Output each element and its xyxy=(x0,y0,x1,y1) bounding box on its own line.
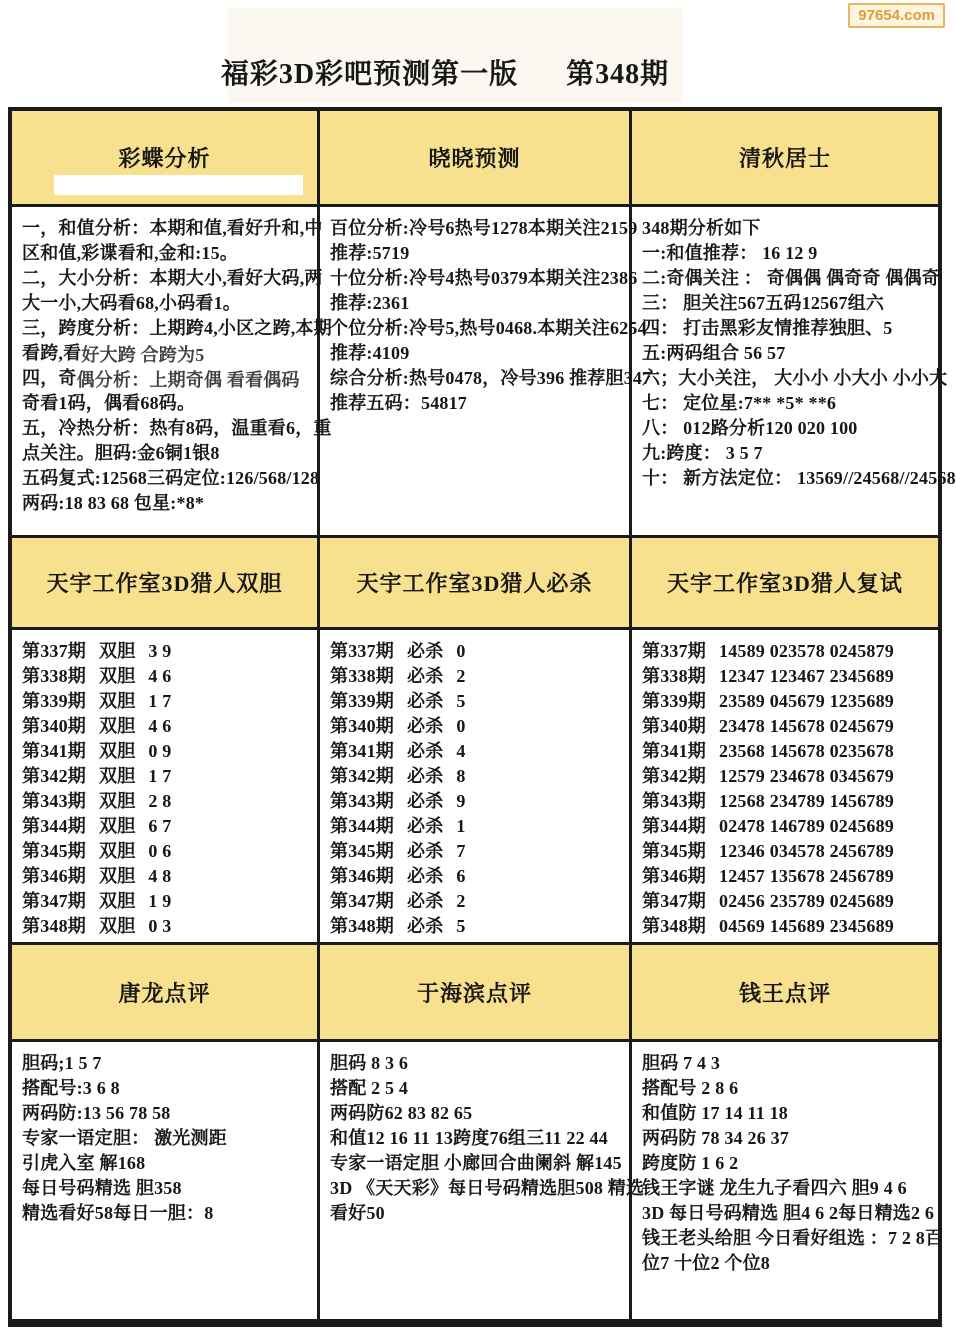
period-label: 第344期 xyxy=(642,816,706,836)
text-line xyxy=(22,739,311,764)
panel-content-qingqiu-jushi xyxy=(632,204,956,535)
text-line: 推荐五码：54817 xyxy=(330,393,467,413)
row-value: 4 xyxy=(456,741,466,761)
row-value: 5 xyxy=(456,691,466,711)
panel-content-yuhaibin-review xyxy=(320,1039,645,1319)
text-line xyxy=(642,839,932,864)
text-line xyxy=(642,689,932,714)
text-line xyxy=(642,739,932,764)
text-line xyxy=(22,366,311,391)
row-type-label: 必杀 xyxy=(407,691,444,711)
text-line xyxy=(330,764,623,789)
text-line: 百位分析:冷号6热号1278本期关注2159 xyxy=(330,218,638,238)
period-label: 第339期 xyxy=(330,691,394,711)
panel-title: 晓晓预测 xyxy=(428,146,521,171)
panel-title: 天宇工作室3D猎人必杀 xyxy=(356,571,593,596)
text-line: 九:跨度： 3 5 7 xyxy=(642,443,763,463)
row-type-label: 双胆 xyxy=(99,716,136,736)
panel-header-qingqiu-jushi xyxy=(632,111,938,204)
row-type-label: 必杀 xyxy=(407,916,444,936)
text-line xyxy=(642,664,932,689)
text-line: 区和值,彩谍看和,金和:15。 xyxy=(22,243,238,263)
text-line xyxy=(330,689,623,714)
panel-content-qianwang-review xyxy=(632,1039,944,1319)
row-type-label: 双胆 xyxy=(99,866,136,886)
erased-text: 偶分析：上期奇偶 看看偶码 xyxy=(76,370,300,390)
text-line xyxy=(22,864,311,889)
row-type-label: 必杀 xyxy=(407,891,444,911)
row-type-label: 双胆 xyxy=(99,641,136,661)
text-line: 五:两码组合 56 57 xyxy=(642,343,786,363)
text-line: 每日号码精选 胆358 xyxy=(22,1178,182,1198)
panel-content-tianyu-double-dan xyxy=(12,627,320,942)
row-value: 1 7 xyxy=(148,766,172,786)
row-value: 0 xyxy=(456,641,466,661)
text-line: 搭配号:3 6 8 xyxy=(22,1078,120,1098)
row-value: 12347 123467 2345689 xyxy=(719,666,894,686)
period-label: 第344期 xyxy=(22,816,86,836)
row-value: 23568 145678 0235678 xyxy=(719,741,894,761)
text-line xyxy=(22,814,311,839)
row-value: 02456 235789 0245689 xyxy=(719,891,894,911)
row-type-label: 双胆 xyxy=(99,741,136,761)
period-label: 第337期 xyxy=(642,641,706,661)
period-label: 第344期 xyxy=(330,816,394,836)
period-label: 第345期 xyxy=(330,841,394,861)
period-label: 第345期 xyxy=(642,841,706,861)
row-value: 14589 023578 0245879 xyxy=(719,641,894,661)
period-label: 第343期 xyxy=(330,791,394,811)
visible-text: 看跨,看 xyxy=(22,343,82,363)
row-value: 02478 146789 0245689 xyxy=(719,816,894,836)
text-line xyxy=(642,764,932,789)
row-value: 4 8 xyxy=(148,866,172,886)
text-line: 三： 胆关注567五码12567组六 xyxy=(642,293,885,313)
period-label: 第337期 xyxy=(22,641,86,661)
text-line xyxy=(330,814,623,839)
row-value: 23589 045679 1235689 xyxy=(719,691,894,711)
panel-content-tianyu-bisha xyxy=(320,627,632,942)
row-value: 4 6 xyxy=(148,666,172,686)
text-line: 八： 012路分析120 020 100 xyxy=(642,418,858,438)
text-line: 大一小,大码看68,小码看1。 xyxy=(22,293,241,313)
text-line xyxy=(642,714,932,739)
period-label: 第346期 xyxy=(642,866,706,886)
text-line: 七： 定位星:7** *5* **6 xyxy=(642,393,837,413)
text-line: 看好50 xyxy=(330,1203,385,1223)
text-line: 两码防62 83 82 65 xyxy=(330,1103,473,1123)
period-label: 第342期 xyxy=(22,766,86,786)
text-line: 两码防 78 34 26 37 xyxy=(642,1128,789,1148)
text-line: 348期分析如下 xyxy=(642,218,761,238)
row-type-label: 双胆 xyxy=(99,691,136,711)
row-value: 12568 234789 1456789 xyxy=(719,791,894,811)
panel-content-xiaoxiao-forecast xyxy=(320,204,652,535)
text-line xyxy=(642,864,932,889)
text-line: 点关注。胆码:金6铜1银8 xyxy=(22,443,220,463)
text-line: 六；大小关注， 大小小 小大小 小小大 xyxy=(642,368,948,388)
text-line xyxy=(22,689,311,714)
text-line: 搭配 2 5 4 xyxy=(330,1078,409,1098)
row-type-label: 必杀 xyxy=(407,791,444,811)
row-type-label: 双胆 xyxy=(99,891,136,911)
period-label: 第341期 xyxy=(330,741,394,761)
text-line: 专家一语定胆： 激光测距 xyxy=(22,1128,227,1148)
text-line xyxy=(330,639,623,664)
period-label: 第347期 xyxy=(22,891,86,911)
period-label: 第338期 xyxy=(330,666,394,686)
text-line xyxy=(22,714,311,739)
row-value: 6 7 xyxy=(148,816,172,836)
text-line: 胆码;1 5 7 xyxy=(22,1053,102,1073)
text-line xyxy=(330,664,623,689)
panel-content-tianyu-fushi xyxy=(632,627,938,942)
row-value: 6 xyxy=(456,866,466,886)
row-type-label: 双胆 xyxy=(99,841,136,861)
row-type-label: 必杀 xyxy=(407,716,444,736)
text-line xyxy=(642,789,932,814)
text-line xyxy=(642,639,932,664)
row-value: 3 9 xyxy=(148,641,172,661)
prediction-sheet-table xyxy=(8,107,956,1327)
text-line xyxy=(330,739,623,764)
row-value: 2 8 xyxy=(148,791,172,811)
period-label: 第341期 xyxy=(642,741,706,761)
row-type-label: 必杀 xyxy=(407,741,444,761)
text-line: 和值防 17 14 11 18 xyxy=(642,1103,789,1123)
text-line: 胆码 7 4 3 xyxy=(642,1053,721,1073)
text-line: 三，跨度分析：上期跨4,小区之跨,本期 xyxy=(22,318,332,338)
erased-text: 好大跨 合跨为5 xyxy=(81,345,205,365)
row-value: 2 xyxy=(456,666,466,686)
panel-header-xiaoxiao-forecast xyxy=(320,111,632,204)
text-line: 精选看好58每日一胆：8 xyxy=(22,1203,214,1223)
row-value: 1 9 xyxy=(148,891,172,911)
period-label: 第340期 xyxy=(22,716,86,736)
panel-header-qianwang-review xyxy=(632,942,938,1039)
text-line: 推荐:4109 xyxy=(330,343,410,363)
period-label: 第343期 xyxy=(22,791,86,811)
text-line: 五，冷热分析：热有8码，温重看6，重 xyxy=(22,418,332,438)
row-value: 9 xyxy=(456,791,466,811)
text-line xyxy=(330,839,623,864)
period-label: 第339期 xyxy=(642,691,706,711)
text-line: 推荐:2361 xyxy=(330,293,410,313)
row-value: 1 7 xyxy=(148,691,172,711)
text-line xyxy=(642,914,932,939)
row-value: 0 xyxy=(456,716,466,736)
period-label: 第347期 xyxy=(330,891,394,911)
row-type-label: 双胆 xyxy=(99,791,136,811)
period-label: 第348期 xyxy=(642,916,706,936)
period-label: 第338期 xyxy=(22,666,86,686)
text-line: 二，大小分析：本期大小,看好大码,两 xyxy=(22,268,323,288)
panel-content-tanglong-review xyxy=(12,1039,320,1319)
text-line: 一:和值推荐： 16 12 9 xyxy=(642,243,818,263)
panel-content-caidie-analysis xyxy=(12,204,332,535)
text-line xyxy=(330,889,623,914)
panel-header-tianyu-bisha xyxy=(320,535,632,627)
row-value: 5 xyxy=(456,916,466,936)
row-value: 7 xyxy=(456,841,466,861)
panel-title: 于海滨点评 xyxy=(416,980,532,1006)
text-line: 四： 打击黑彩友情推荐独胆、5 xyxy=(642,318,893,338)
period-label: 第348期 xyxy=(22,916,86,936)
row-type-label: 必杀 xyxy=(407,841,444,861)
period-label: 第342期 xyxy=(330,766,394,786)
panel-header-tianyu-double-dan xyxy=(12,535,320,627)
text-line: 奇看1码，偶看68码。 xyxy=(22,393,196,413)
row-value: 4 6 xyxy=(148,716,172,736)
text-line: 二:奇偶关注 ： 奇偶偶 偶奇奇 偶偶奇 xyxy=(642,268,940,288)
text-line: 引虎入室 解168 xyxy=(22,1153,146,1173)
text-line: 一，和值分析：本期和值,看好升和,中 xyxy=(22,218,323,238)
row-type-label: 必杀 xyxy=(407,641,444,661)
text-line: 和值12 16 11 13跨度76组三11 22 44 xyxy=(330,1128,608,1148)
text-line: 搭配号 2 8 6 xyxy=(642,1078,739,1098)
visible-text: 四，奇 xyxy=(22,368,77,388)
row-value: 8 xyxy=(456,766,466,786)
panel-title: 唐龙点评 xyxy=(118,980,211,1006)
text-line: 位7 十位2 个位8 xyxy=(642,1253,770,1273)
period-label: 第348期 xyxy=(330,916,394,936)
row-type-label: 双胆 xyxy=(99,666,136,686)
period-label: 第340期 xyxy=(642,716,706,736)
text-line xyxy=(330,714,623,739)
text-line: 综合分析:热号0478，冷号396 推荐胆347 xyxy=(330,368,652,388)
row-value: 12346 034578 2456789 xyxy=(719,841,894,861)
text-line xyxy=(330,789,623,814)
row-value: 12457 135678 2456789 xyxy=(719,866,894,886)
row-value: 23478 145678 0245679 xyxy=(719,716,894,736)
text-line: 跨度防 1 6 2 xyxy=(642,1153,739,1173)
text-line: 两码:18 83 68 包星:*8* xyxy=(22,493,205,513)
period-label: 第343期 xyxy=(642,791,706,811)
text-line xyxy=(642,814,932,839)
period-label: 第339期 xyxy=(22,691,86,711)
text-line xyxy=(22,839,311,864)
period-label: 第345期 xyxy=(22,841,86,861)
text-line: 3D 《天天彩》每日号码精选胆508 精选 xyxy=(330,1178,645,1198)
row-type-label: 必杀 xyxy=(407,766,444,786)
text-line xyxy=(22,889,311,914)
panel-title: 天宇工作室3D猎人双胆 xyxy=(46,571,283,596)
text-line: 钱王字谜 龙生九子看四六 胆9 4 6 xyxy=(642,1178,907,1198)
period-label: 第338期 xyxy=(642,666,706,686)
text-line: 胆码 8 3 6 xyxy=(330,1053,409,1073)
text-line xyxy=(22,789,311,814)
row-value: 0 6 xyxy=(148,841,172,861)
text-line: 专家一语定胆 小廊回合曲阑斜 解145 xyxy=(330,1153,622,1173)
page-title: 福彩3D彩吧预测第一版 第348期 xyxy=(220,59,670,90)
watermark-badge: 97654.com xyxy=(848,3,945,28)
row-type-label: 双胆 xyxy=(99,816,136,836)
text-line: 两码防:13 56 78 58 xyxy=(22,1103,171,1123)
panel-header-tanglong-review xyxy=(12,942,320,1039)
period-label: 第346期 xyxy=(330,866,394,886)
row-value: 0 9 xyxy=(148,741,172,761)
panel-header-caidie-analysis xyxy=(12,111,320,204)
row-value: 04569 145689 2345689 xyxy=(719,916,894,936)
panel-header-yuhaibin-review xyxy=(320,942,632,1039)
text-line xyxy=(22,914,311,939)
text-line: 十： 新方法定位： 13569//24568//24568 xyxy=(642,468,956,488)
text-line: 钱王老头给胆 今日看好组选 ：7 2 8百 xyxy=(642,1228,944,1248)
text-line: 3D 每日号码精选 胆4 6 2每日精选2 6 xyxy=(642,1203,935,1223)
whiteout-patch xyxy=(54,175,303,195)
period-label: 第342期 xyxy=(642,766,706,786)
text-line: 个位分析:冷号5,热号0468.本期关注6254 xyxy=(330,318,647,338)
text-line xyxy=(22,341,311,366)
period-label: 第346期 xyxy=(22,866,86,886)
text-line: 五码复式:12568三码定位:126/568/128 xyxy=(22,468,320,488)
row-type-label: 必杀 xyxy=(407,816,444,836)
period-label: 第347期 xyxy=(642,891,706,911)
row-value: 0 3 xyxy=(148,916,172,936)
row-type-label: 必杀 xyxy=(407,666,444,686)
panel-title: 钱王点评 xyxy=(738,980,831,1006)
row-value: 2 xyxy=(456,891,466,911)
panel-header-tianyu-fushi xyxy=(632,535,938,627)
text-line xyxy=(642,889,932,914)
text-line xyxy=(330,864,623,889)
row-value: 1 xyxy=(456,816,466,836)
text-line xyxy=(22,664,311,689)
panel-title: 天宇工作室3D猎人复试 xyxy=(667,571,903,596)
panel-title: 清秋居士 xyxy=(738,146,831,171)
text-line xyxy=(330,914,623,939)
panel-title: 彩蝶分析 xyxy=(118,146,211,171)
text-line xyxy=(22,764,311,789)
period-label: 第340期 xyxy=(330,716,394,736)
row-type-label: 双胆 xyxy=(99,916,136,936)
row-value: 12579 234678 0345679 xyxy=(719,766,894,786)
period-label: 第341期 xyxy=(22,741,86,761)
text-line xyxy=(22,639,311,664)
period-label: 第337期 xyxy=(330,641,394,661)
row-type-label: 双胆 xyxy=(99,766,136,786)
text-line: 推荐:5719 xyxy=(330,243,410,263)
text-line: 十位分析:冷号4热号0379本期关注2386 xyxy=(330,268,638,288)
row-type-label: 必杀 xyxy=(407,866,444,886)
